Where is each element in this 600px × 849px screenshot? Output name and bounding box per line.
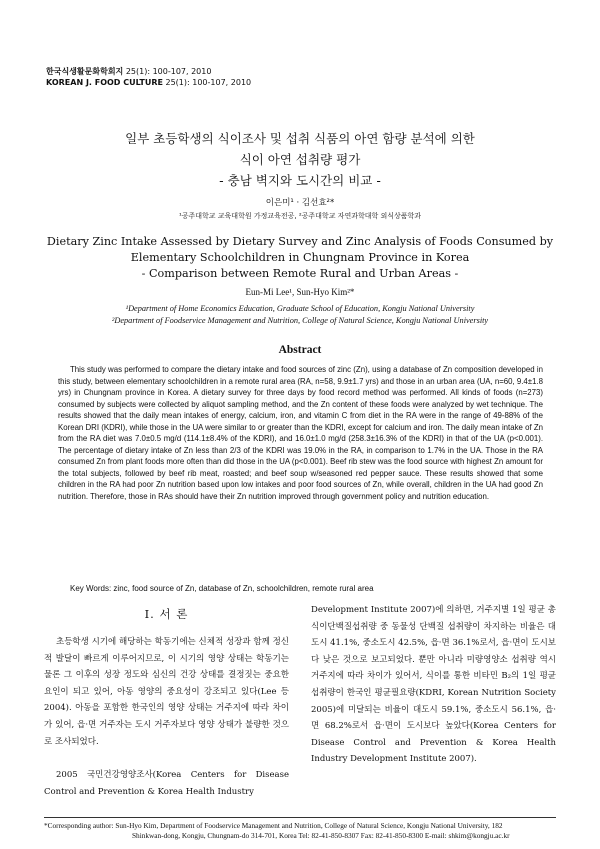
journal-name-ko: 한국식생활문화학회지 (46, 67, 124, 76)
journal-name-en: KOREAN J. FOOD CULTURE (46, 78, 163, 87)
title-en-line2: Elementary Schoolchildren in Chungnam Province in Korea (130, 251, 470, 264)
keywords: Key Words: zinc, food source of Zn, database of Zn, schoolchildren, remote rural area (70, 584, 374, 593)
title-en-line1: Dietary Zinc Intake Assessed by Dietary Survey and Zinc Analysis of Foods Consumed by (46, 235, 554, 248)
corresponding-author-footnote (44, 821, 559, 841)
title-ko-line1: 일부 초등학생의 식이조사 및 섭취 식품의 아연 함량 분석에 의한 (125, 131, 475, 146)
journal-citation-ko: 25(1): 100-107, 2010 (125, 67, 212, 76)
authors-english: Eun-Mi Lee¹, Sun-Hyo Kim²* (245, 287, 355, 297)
intro-right-column: Development Institute 2007)에 의하면, 거주지별 1일 평균 총식이단백질섭취량 중 동물성 단백질 섭취량이 차지하는 비율은 대도시 41.1%, 중소도시 42.5%, 읍·면 36.1%로서, 읍·면이 도시보다 낮은 것으로 보고되었다. 뿐만 아니라 미량영양소 섭취량 역시 거주지에 따라 차이가 있어서, 식이를 통한 비타민 B₂의 1일 평균 섭취량이 한국인 평균필요량(KDRI, Korean Nutrition Society 2005)에 미달되는 비율이 대도시 59.1%, 중소도시 56.1%, 읍·면 68.2%로서 읍·면이 도시보다 높았다(Korea Centers for Disease Control and Prevention & Korea Health Industry Development Institute 2007). (311, 605, 556, 765)
abstract-text: This study was performed to compare the dietary intake and food sources of zinc (Zn), using a database of Zn composition developed in this study, between elementary schoolchildren in a remote rural area (RA, n=58, 9.9±1.7 yrs) and those in an urban area (UA, n=60, 9.4±1.8 yrs) in Chungnam province in Korea. A dietary survey for three days by food record method was performed. All kinds of foods (n=273) consumed by subjects were collected by aliquot sampling method, and the Zn content of these foods were analyzed by wet technique. The results showed that the daily mean intakes of energy, calcium, iron, and vitamin C from diet in the RA were in the range of 49-88% of the Korean DRI (KDRI), while those in the UA were similar to or greater than the KDRI, except for calcium and iron. The daily mean intake of Zn from the RA diet was 7.0±0.5 mg/d (114.1±8.4% of the KDRI), and 16.0±1.0 mg/d (258.3±16.3% of the KDRI) in that of the UA (p<0.001). The percentage of dietary intake of Zn less than 2/3 of the KDRI was 19.0% in the RA, in comparison to 1.7% in the UA. Those in the RA consumed Zn from plant foods more often than did those in the UA (p<0.001). Beef rib stew was the food source with highest Zn amount for the total subjects, followed by beef rib meat, roasted; and beef soup w/seasoned red pepper sauce. These results showed that some children in the RA had poor Zn nutrition based upon low intakes and poor food sources of Zn, while overall, children in the UA had good Zn nutrition. Therefore, those in RAs should have their Zn nutrition improved through government policy and nutrition education. (58, 365, 543, 502)
abstract-heading: Abstract (278, 344, 322, 356)
affiliation-en-2: ²Department of Foodservice Management and Nutrition, College of Natural Science, Kongju National University (111, 316, 489, 325)
affiliations-english (0, 303, 600, 327)
affiliations-korean: ¹공주대학교 교육대학원 가정교육전공, ²공주대학교 자연과학대학 외식상품학과 (178, 212, 422, 220)
footnote-divider (44, 817, 556, 818)
journal-header (46, 66, 251, 88)
footnote-line2: Shinkwan-dong, Kongju, Chungnam-do 314-701, Korea Tel: 82-41-850-8307 Fax: 82-41-850-8300 E-mail: shkim@kongju.ac.kr (132, 831, 510, 840)
intro-paragraph-1: 초등학생 시기에 해당하는 학동기에는 신체적 성장과 함께 정신적 발달이 빠르게 이루어지므로, 이 시기의 영양 상태는 학동기는 물론 그 이후의 성장 정도와 심신의 건강 상태를 결정짓는 중요한 요인이 되고 있어, 아동 영양의 중요성이 강조되고 있다(Lee 등 2004). 아동을 포함한 한국인의 영양 상태는 거주지에 따라 차이가 있어, 읍·면 거주자는 도시 거주자보다 영양 상태가 불량한 것으로 조사되었다. (44, 637, 289, 747)
title-en-line3: - Comparison between Remote Rural and Urban Areas - (141, 267, 459, 280)
intro-paragraph-2: 2005 국민건강영양조사(Korea Centers for Disease Control and Prevention & Korea Health Industry (44, 770, 289, 797)
authors-korean: 이은미¹ · 김선효²* (265, 198, 335, 208)
title-ko-line3: - 충남 벽지와 도시간의 비교 - (219, 173, 381, 188)
affiliation-en-1: ¹Department of Home Economics Education, Graduate School of Education, Kongju National University (125, 304, 475, 313)
title-korean (40, 128, 560, 191)
title-ko-line2: 식이 아연 섭취량 평가 (239, 152, 361, 167)
footnote-line1: *Corresponding author: Sun-Hyo Kim, Department of Foodservice Management and Nutrition, College of Natural Science, Kongju National University, 182 (44, 821, 503, 830)
title-english (30, 234, 570, 282)
journal-citation-en: 25(1): 100-107, 2010 (165, 78, 252, 87)
section-heading-introduction: I. 서 론 (144, 607, 189, 621)
